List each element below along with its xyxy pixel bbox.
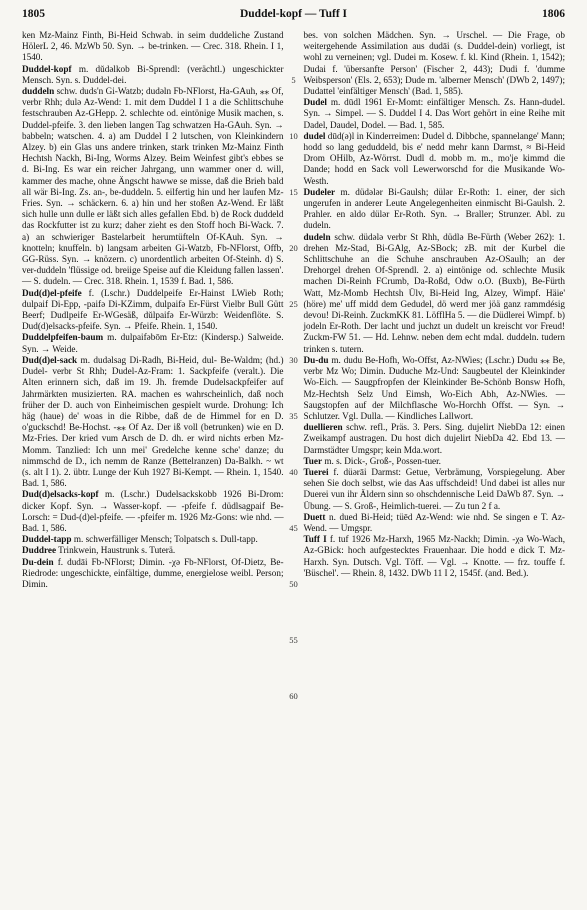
entry-headword: Dudeler: [303, 186, 336, 197]
entry-headword: dudeln: [303, 231, 331, 242]
line-number: 5: [291, 74, 296, 85]
entry-headword: Duddel-kopf: [22, 63, 72, 74]
dictionary-entry: [22, 86, 284, 288]
dictionary-entry: [22, 534, 284, 545]
entry-text: m. dudəlsag Di-Radh, Bi-Heid, dul- Be-Waldm; (hd.) Dudel- verbr St Rhh; Dudel-Az-Fram: 1. Sackpfeife (veralt.). Die Alten erinnern sich, daß im 19. Jh. fremde Dudelsackpfeifer auf Jahrmärkten musizierten. RA. machen es wahrscheinlich, daß noch früher der D. auch von Einheimischen gespielt wurde. Drohung: Ich häg (haue) de' woas in die Ribbe, daß de de Himmel for en D. o'guckschd! Be-Hochst. -⁎⁎ Of Az. Der iß voll (betrunken) wie en D. Mz-Fries. Der kried vum Arsch de D. dh. er wird nichts erben Mz-Momm. Tanzlied: Ich unn mei' Gredelche kenne sche' danze; du nimmschd de D., ich nemm de Ranze (Bettelranzen) Da-Balkh. ~ wt (s. alt I 1). 2. übtr. Lunge der Kuh 1927 Bi-Kempt. — Rhein. 1, 1540. Bad. 1, 586.: [22, 354, 284, 489]
entry-headword: dudel: [303, 130, 326, 141]
entry-text: dūd(ə)l in Kinderreimen: Dudel d. Dibbche, spannelange' Mann; hodd so lang geduddeld, bis e' nedd mehr kann Darmst, ≈ Bi-Heid Drom OHilb, Az-Wörrst. Dudl d. mobb m. m., mo'je kimmd die Dande; hodd en Sack voll Lewerworschd for die Musikande Wo-Westh.: [303, 130, 565, 186]
dictionary-entry: [303, 30, 565, 97]
dictionary-entry: [22, 332, 284, 354]
entry-text: m. düdələr Bi-Gaulsh; dülər Er-Roth: 1. einer, der sich ungerufen in anderer Leute Angelegenheiten einmischt Bi-Gaulsh. 2. Prahler. en aldo dülər Er-Roth. Syn. → Braller; Strunzer. Abl. zu dudeln.: [303, 186, 565, 231]
entry-text: f. (Lschr.) Duddelpeife Er-Hainst LWieb Roth; dulpaif Di-Epp, -paifə Di-KZimm, dulpaifə Er-Fürst Vielbr Bull Gütt Beerf; Dudlpeife Er-WGesäß, dŭlpaifə Er-Würzb: Weidenflöte. S. Dud(d)elsacks-pfeife. Syn. → Pfeife. Rhein. 1, 1540.: [22, 287, 284, 332]
dictionary-entry: [303, 131, 565, 187]
dictionary-entry: [303, 422, 565, 456]
entry-text: m. (Lschr.) Dudelsackskobb 1926 Bi-Drom: dicker Kopf. Syn. → Wasser-kopf. — -pfeife f. düdlsagpaif Be-Lorsch: = Dud-(d)el-pfeife. — -pfeifer m. 1926 Mz-Gons: wie nhd. — Bad. 1, 586.: [22, 489, 284, 533]
entry-headword: Tuerei: [303, 466, 329, 477]
line-number: 50: [289, 578, 298, 589]
dictionary-entry: [303, 97, 565, 131]
page-number-left: 1805: [22, 8, 45, 20]
running-title: Duddel-kopf — Tuff I: [239, 8, 348, 20]
page-number-right: 1806: [542, 8, 565, 20]
entry-headword: Tuff I: [303, 534, 327, 545]
entry-headword: Du-dein: [22, 556, 54, 567]
entry-headword: Dudel: [303, 97, 327, 108]
line-number: 10: [289, 130, 298, 141]
entry-text: ken Mz-Mainz Finth, Bi-Heid Schwab. in seim duddeliche Zustand HölerL 2, 46. MzWb 50. Syn. → be-trinken. — Crec. 318. Rhein. I 1, 1540.: [22, 30, 284, 63]
dictionary-entry: [303, 534, 565, 579]
entry-text: m. dulpaifəbōm Er-Etz: (Kindersp.) Salweide. Syn. → Weide.: [22, 332, 284, 354]
right-column: [303, 30, 565, 590]
line-number: 30: [289, 354, 298, 365]
entry-text: f. tuf 1926 Mz-Harxh, 1965 Mz-Nackh; Dimin. -χə Wo-Wach, Az-GBick: hoch aufgestecktes Frauenhaar. Die hodd e dick T. Mz-Harxh. Syn. Dutsch. Vgl. Töff. — Vgl. → Knotte. — frz. touffe f. 'Büschel'. — Rhein. 8, 1432. DWb 11 I 2, 1545f. (and. Bed.).: [303, 534, 566, 578]
entry-headword: duellieren: [303, 422, 343, 433]
entry-text: m. schwerfälliger Mensch; Tolpatsch s. Dull-tapp.: [71, 534, 258, 545]
entry-headword: Dud(d)elsacks-kopf: [22, 489, 99, 500]
line-number: 55: [289, 634, 298, 645]
dictionary-entry: [303, 355, 565, 422]
entry-headword: Dud(d)el-sack: [22, 354, 78, 365]
dictionary-entry: [22, 288, 284, 333]
line-number-gutter: [284, 30, 304, 701]
dictionary-entry: [22, 489, 284, 534]
entry-headword: Duddree: [22, 545, 57, 556]
entry-text: m. dūdl 1961 Er-Momt: einfältiger Mensch. Zs. Hann-dudel. Syn. → Simpel. — S. Duddel I 4. Das Wort gehört in eine Reihe mit Dadel, Daudel, Dodel. — Bad. 1, 585.: [303, 97, 565, 130]
line-number: 15: [289, 186, 298, 197]
entry-text: schw. düdələ verbr St Rhh, düdlə Be-Fürth (Weber 262): 1. drehen Mz-Stad, Bi-GAlg, Az-SBock; zB. mit der Kurbel die Schlittschuhe an die Schuhe anschrauben Az-OSaulh; an der Drehorgel drehen Of-Sprendl. 2. a) eintönige od. schlechte Musik machen Di-Reinh FCrumb, Da-Roßd, Odw o.O. (Buxb), Be-Fürth Watt, Mz-Momb Hechtsh Ülv, Bi-Heid Ing, Alzey, Wimpf. Häie' (höre) me' uff midd dem Gedudel, dö werd mer jöä ganz rammdésig devou! Di-Reinh. ZuckmKK 81. LöfflHa 5. — die Düdlerei Wimpf. b) jodeln Er-Roth. Der lacht und juchzt un dudelt un kreischt vor Freud! Zuckm-FW 51. — Hd. Lehnw. neben dem echt mdal. duddeln. tudern trinken s. tutern.: [303, 231, 565, 354]
entry-text: f. dudāi Fb-NFlorst; Dimin. -χə Fb-NFlorst, Of-Dietz, Be-Riedrode: ungeschickte, einfältige, dumme, energielose weibl. Person; Dimin.: [22, 556, 284, 589]
entry-text: schw. refl., Präs. 3. Pers. Sing. dujelirt NiebDa 12: einen Zweikampf austragen. Du host dich dujelirt NiebDa 42. Ebd 13. — Darmstädter Umgspr; kein Mda.wort.: [303, 422, 565, 455]
line-number: 40: [289, 466, 298, 477]
dictionary-entry: [22, 557, 284, 591]
entry-headword: Tuer: [303, 455, 323, 466]
dictionary-entry: [22, 355, 284, 489]
entry-headword: Duddelpfeifen-baum: [22, 332, 104, 343]
dictionary-entry: [22, 64, 284, 86]
dictionary-entry: [22, 545, 284, 556]
dictionary-entry: [303, 456, 565, 467]
entry-text: m. dudu Be-Hofh, Wo-Offst, Az-NWies; (Lschr.) Dudu ⁎⁎ Be, verbr Mz Wo; Dimin. Duduche Mz-Und: Saugbeutel der Kleinkinder Wo-Eich. — Saugpfropfen der Kleinkinder Be-Schönb Bonsw Hofh, Mz-Hechtsh Selz Und Eimsh, Wo-Eich Abh, Az-NWies. — Saugstopfen auf der Milchflasche Wo-Horchh Offst. — Syn. → Schlutzer. Vgl. Dulla. — Kindliches Lallwort.: [303, 354, 565, 421]
page-header: [22, 8, 565, 28]
dictionary-entry: [303, 187, 565, 232]
entry-text: bes. von solchen Mädchen. Syn. → Urschel. — Die Frage, ob weitergehende Assimilation aus dudāi (s. Duddel-dein) vorliegt, ist wohl zu verneinen; vgl. Dudei m. Kosew. f. kl. Kind (Rhein. 1, 1542); Dudai f. 'übersanfte Person' (Fischer 2, 443); Dudi f. 'dumme Weibsperson' (Els. 2, 653); Dude m. 'alberner Mensch' (DWb 2, 1497); Dudattel 'einfältiger Mensch' (Bad. 1, 585).: [303, 30, 565, 97]
left-column: [22, 30, 284, 590]
entry-headword: Dud(d)el-pfeife: [22, 287, 82, 298]
columns: [22, 30, 566, 701]
line-number: 20: [289, 242, 298, 253]
entry-text: f. düərāi Darmst: Getue, Verbrämung, Vorspiegelung. Aber sehen Sie doch selbst, wie das Aas uffschdeid! Und dabei ist alles nur Duerei vun ihr Äldern sinn so ohschdennische Leid DaWb 87. Syn. → Übung. — S. Groß-, Heimlich-tuerei. — Zu tun 2 f a.: [303, 466, 565, 511]
dictionary-entry: [303, 467, 565, 512]
dictionary-entry: [303, 512, 565, 534]
entry-text: Trinkwein, Haustrunk s. Tuterä.: [56, 545, 176, 556]
dictionary-entry: [22, 30, 284, 64]
entry-headword: Duett: [303, 511, 326, 522]
line-number: 25: [289, 298, 298, 309]
entry-text: m. dŭdəlkob Bi-Sprendl: (verächtl.) ungeschickter Mensch. Syn. s. Duddel-dei.: [22, 63, 284, 85]
entry-text: m. s. Dick-, Groß-, Possen-tuer.: [322, 455, 441, 466]
entry-headword: duddeln: [22, 86, 55, 97]
dictionary-entry: [303, 232, 565, 355]
line-number: 35: [289, 410, 298, 421]
line-number: 45: [289, 522, 298, 533]
entry-text: schw. duds'n Gi-Watzb; dudəln Fb-NFlorst, Ha-GAuh, ⁎⁎ Of, verbr Rhh; dulə Az-Wend: 1. mit dem Duddel I 1 a die Schlittschuhe festschrauben Az-GHepp. 2. schlechte od. eintönige Musik machen, s. Duddel-pfeife. 3. den lieben langen Tag schwatzen Ha-GAuh. Syn. → babbeln; watschen. 4. a) am Duddel I 2 lutschen, von Kleinkindern Alzey. b) ein Glas uns andere trinken, stark trinken Mz-Mainz Finth Hechtsh Nackh, Bi-Ing, Worms Alzey. Beim Weinfest gibt's ebbes se d. Bi-Ing. Es war ein reicher Jahrgang, unn wammer oner d. will, kammer des mache, ohne Ängscht hawwe se misse, daß die Brieh bald all wär Bi-Ing. Zs. an-, be-duddeln. 5. eilfertig hin und her laufen Mz-Fries. Syn. → schäckern. 6. a) hin und her stoßen Az-Wend. Er läßt sich hulle unn dulle er läßt sich alles gefallen Ebd. b) de Rock duddeld das Rockfutter ist zu kurz; daher zieht es den Stoff hoch Bi-Wack. 7. a) an schwieriger Bastelarbeit herumtüfteln Of-KAuh. Syn. → knotteln; knuffeln. b) langsam arbeiten Gi-Watzb, Fb-NFlorst, Offb, GG-Rüss. Syn. → knözern. c) unordentlich arbeiten Of-Steinh. d) S. ver-duddeln 'flüssige od. breiige Speise auf die Kleidung fallen lassen'. — S. dudeln. — Crec. 318. Rhein. 1, 1539 f. Bad. 1, 586.: [22, 86, 284, 287]
line-number: 60: [289, 690, 298, 701]
entry-headword: Duddel-tapp: [22, 534, 72, 545]
entry-headword: Du-du: [303, 354, 329, 365]
entry-text: n. dued Bi-Heid; tüēd Az-Wend: wie nhd. Se singen e T. Az-Wend. — Umgspr.: [303, 511, 565, 533]
